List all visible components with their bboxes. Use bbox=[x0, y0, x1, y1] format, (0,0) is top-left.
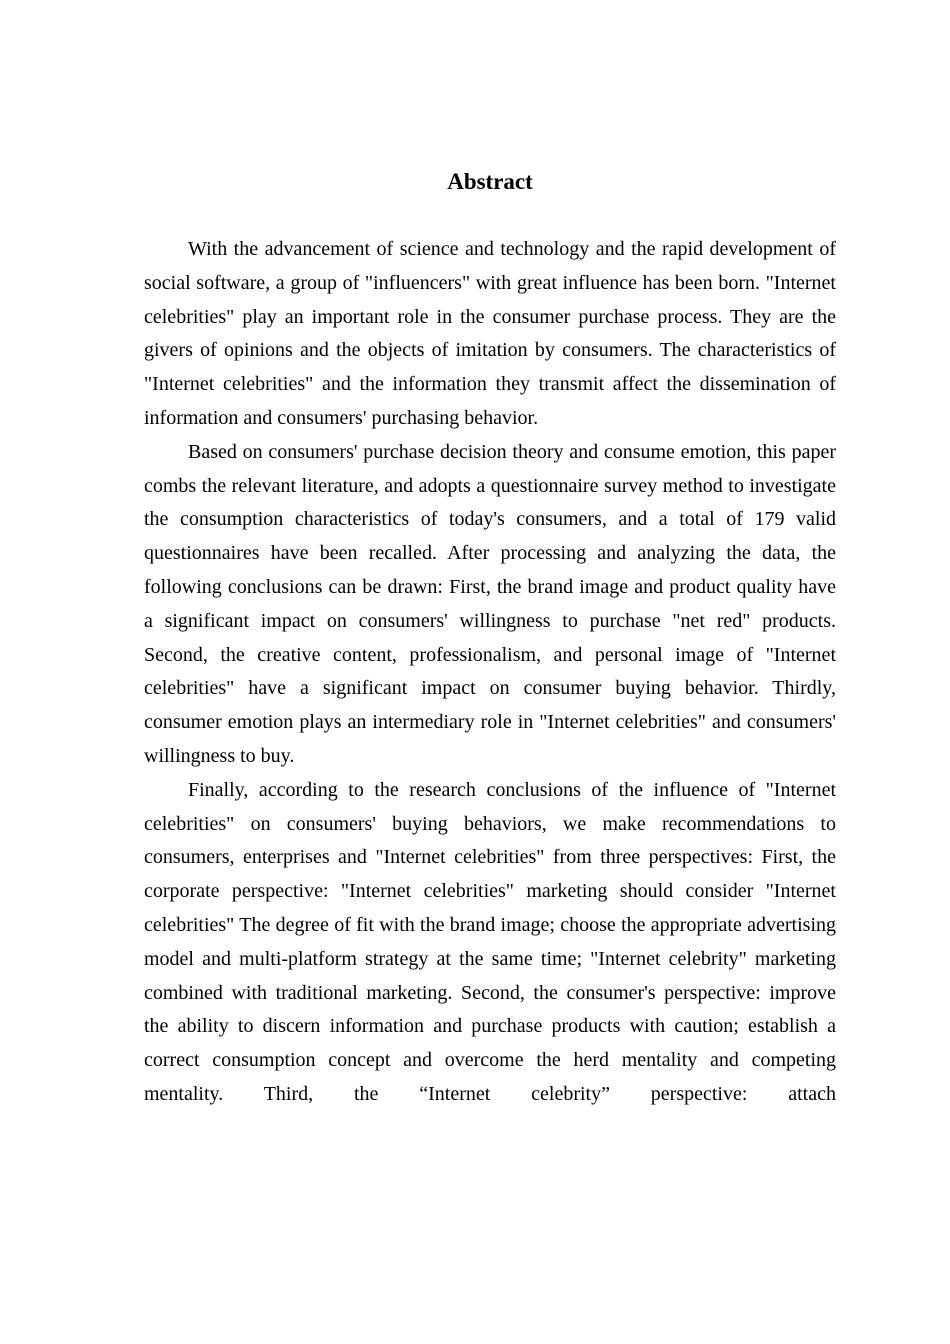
abstract-paragraph-3: Finally, according to the research conclusions of the influence of "Internet celebrities" on consumers' buying behaviors, we make recommendations to consumers, enterprises and "Internet celebrities" from three perspectives: First, the corporate perspective: "Internet celebrities" marketing should consider "Internet celebrities" The degree of fit with the brand image; choose the appropriate advertising model and multi-platform strategy at the same time; "Internet celebrity" marketing combined with traditional marketing. Second, the consumer's perspective: improve the ability to discern information and purchase products with caution; establish a correct consumption concept and overcome the herd mentality and competing mentality. Third, the “Internet celebrity” perspective: attach bbox=[144, 778, 836, 1105]
abstract-paragraph-1: With the advancement of science and technology and the rapid development of social software, a group of "influencers" with great influence has been born. "Internet celebrities" play an important role in the consumer purchase process. They are the givers of opinions and the objects of imitation by consumers. The characteristics of "Internet celebrities" and the information they transmit affect the dissemination of information and consumers' purchasing behavior. bbox=[144, 238, 836, 429]
abstract-paragraph-2: Based on consumers' purchase decision theory and consume emotion, this paper combs the relevant literature, and adopts a questionnaire survey method to investigate the consumption characteristics of today's consumers, and a total of 179 valid questionnaires have been recalled. After processing and analyzing the data, the following conclusions can be drawn: First, the brand image and product quality have a significant impact on consumers' willingness to purchase "net red" products. Second, the creative content, professionalism, and personal image of "Internet celebrities" have a significant impact on consumer buying behavior. Thirdly, consumer emotion plays an intermediary role in "Internet celebrities" and consumers' willingness to buy. bbox=[144, 440, 836, 767]
page-title: Abstract bbox=[447, 169, 533, 194]
abstract-body bbox=[144, 233, 836, 1112]
